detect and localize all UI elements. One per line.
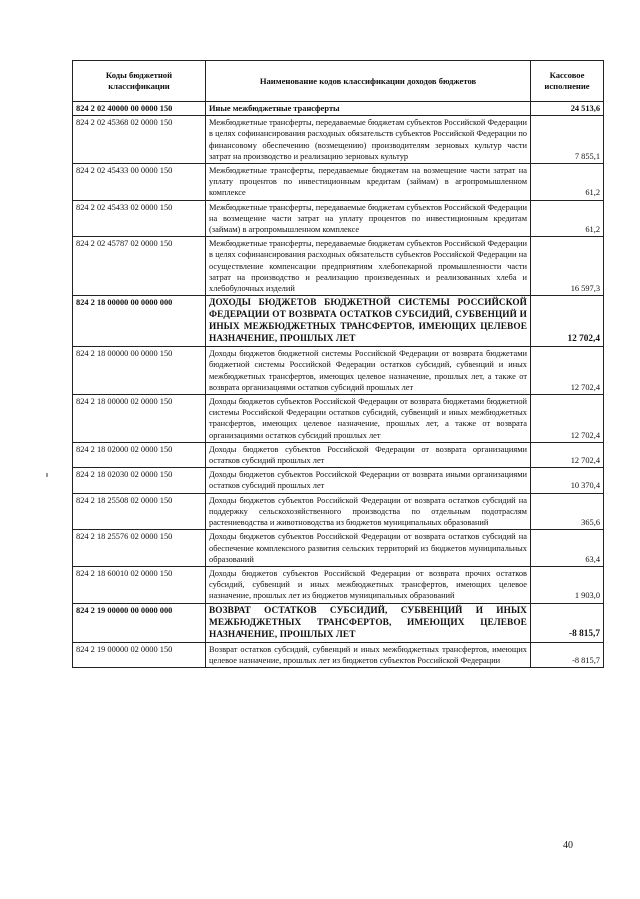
row-code: 824 2 02 45368 02 0000 150 <box>73 116 206 164</box>
table-row <box>73 237 604 296</box>
row-amount: 61,2 <box>531 164 604 201</box>
row-amount: 1 903,0 <box>531 566 604 603</box>
row-name: Доходы бюджетов бюджетной системы Российской Федерации от возврата бюджетами бюджетной системы Российской Федерации остатков субсидий, субвенций и иных межбюджетных трансфертов, имеющих целевое назначение, прошлых лет, а также от возврата организациями остатков субсидий прошлых лет <box>206 347 531 395</box>
row-amount: 12 702,4 <box>531 442 604 467</box>
row-name: Возврат остатков субсидий, субвенций и иных межбюджетных трансфертов, имеющих целевое назначение, прошлых лет из бюджетов субъектов Российской Федерации <box>206 642 531 667</box>
row-name: Межбюджетные трансферты, передаваемые бюджетам субъектов Российской Федерации в целях софинансирования расходных обязательств субъектов Российской Федерации по финансовому обеспечению (возмещению) производителям зерновых культур части затрат на производство и реализацию зерновых культур <box>206 116 531 164</box>
row-name: Межбюджетные трансферты, передаваемые бюджетам субъектов Российской Федерации на возмещение части затрат на уплату процентов по инвестиционным кредитам (займам) в агропромышленном комплексе <box>206 200 531 237</box>
row-code: 824 2 19 00000 00 0000 000 <box>73 603 206 642</box>
table-row <box>73 642 604 667</box>
row-code: 824 2 18 60010 02 0000 150 <box>73 566 206 603</box>
row-amount: 12 702,4 <box>531 395 604 443</box>
table-row <box>73 493 604 530</box>
row-amount: 16 597,3 <box>531 237 604 296</box>
table-row <box>73 468 604 493</box>
table-row <box>73 296 604 347</box>
scan-speck <box>46 473 48 477</box>
header-codes: Коды бюджетной классификации <box>73 61 206 102</box>
row-code: 824 2 02 40000 00 0000 150 <box>73 102 206 116</box>
row-amount: -8 815,7 <box>531 642 604 667</box>
table-row <box>73 200 604 237</box>
row-name: Доходы бюджетов субъектов Российской Федерации от возврата остатков субсидий на обеспечение комплексного развития сельских территорий из бюджетов муниципальных образований <box>206 530 531 567</box>
row-name: Межбюджетные трансферты, передаваемые бюджетам на возмещение части затрат на уплату процентов по инвестиционным кредитам (займам) в агропромышленном комплексе <box>206 164 531 201</box>
table-row <box>73 164 604 201</box>
table-row <box>73 442 604 467</box>
table-row <box>73 102 604 116</box>
row-code: 824 2 18 00000 02 0000 150 <box>73 395 206 443</box>
table-row <box>73 395 604 443</box>
row-code: 824 2 02 45433 02 0000 150 <box>73 200 206 237</box>
row-code: 824 2 18 00000 00 0000 000 <box>73 296 206 347</box>
row-code: 824 2 02 45787 02 0000 150 <box>73 237 206 296</box>
row-name: Доходы бюджетов субъектов Российской Федерации от возврата иными организациями остатков субсидий прошлых лет <box>206 468 531 493</box>
row-code: 824 2 18 00000 00 0000 150 <box>73 347 206 395</box>
row-name: Доходы бюджетов субъектов Российской Федерации от возврата остатков субсидий на поддержку сельскохозяйственного производства по отдельным подотраслям растениеводства и животноводства из бюджетов муниципальных образований <box>206 493 531 530</box>
row-code: 824 2 18 25508 02 0000 150 <box>73 493 206 530</box>
row-code: 824 2 19 00000 02 0000 150 <box>73 642 206 667</box>
row-amount: 12 702,4 <box>531 347 604 395</box>
page-number: 40 <box>563 840 573 851</box>
row-amount: 12 702,4 <box>531 296 604 347</box>
row-name: Иные межбюджетные трансферты <box>206 102 531 116</box>
row-amount: 10 370,4 <box>531 468 604 493</box>
table-row <box>73 530 604 567</box>
row-code: 824 2 02 45433 00 0000 150 <box>73 164 206 201</box>
row-code: 824 2 18 25576 02 0000 150 <box>73 530 206 567</box>
table-row <box>73 603 604 642</box>
row-code: 824 2 18 02030 02 0000 150 <box>73 468 206 493</box>
row-amount: 61,2 <box>531 200 604 237</box>
budget-revenue-table-container <box>72 60 603 668</box>
row-name: Межбюджетные трансферты, передаваемые бюджетам субъектов Российской Федерации в целях софинансирования расходных обязательств субъектов Российской Федерации на осуществление компенсации предприятиям хлебопекарной промышленности части затрат на производство и реализацию произведенных и реализованных хлеба и хлебобулочных изделий <box>206 237 531 296</box>
row-amount: 24 513,6 <box>531 102 604 116</box>
table-header-row <box>73 61 604 102</box>
row-name: ДОХОДЫ БЮДЖЕТОВ БЮДЖЕТНОЙ СИСТЕМЫ РОССИЙСКОЙ ФЕДЕРАЦИИ ОТ ВОЗВРАТА ОСТАТКОВ СУБСИДИЙ, СУБВЕНЦИЙ И ИНЫХ МЕЖБЮДЖЕТНЫХ ТРАНСФЕРТОВ, ИМЕЮЩИХ ЦЕЛЕВОЕ НАЗНАЧЕНИЕ, ПРОШЛЫХ ЛЕТ <box>206 296 531 347</box>
row-amount: 7 855,1 <box>531 116 604 164</box>
row-amount: -8 815,7 <box>531 603 604 642</box>
row-amount: 63,4 <box>531 530 604 567</box>
budget-revenue-table <box>72 60 604 668</box>
row-code: 824 2 18 02000 02 0000 150 <box>73 442 206 467</box>
row-name: Доходы бюджетов субъектов Российской Федерации от возврата прочих остатков субсидий, субвенций и иных межбюджетных трансфертов, имеющих целевое назначение, прошлых лет из бюджетов муниципальных образований <box>206 566 531 603</box>
row-name: Доходы бюджетов субъектов Российской Федерации от возврата бюджетами бюджетной системы Российской Федерации остатков субсидий, субвенций и иных межбюджетных трансфертов, имеющих целевое назначение, прошлых лет, а также от возврата организациями остатков субсидий прошлых лет <box>206 395 531 443</box>
table-row <box>73 116 604 164</box>
table-row <box>73 566 604 603</box>
row-amount: 365,6 <box>531 493 604 530</box>
header-names: Наименование кодов классификации доходов бюджетов <box>206 61 531 102</box>
table-row <box>73 347 604 395</box>
row-name: Доходы бюджетов субъектов Российской Федерации от возврата организациями остатков субсидий прошлых лет <box>206 442 531 467</box>
row-name: ВОЗВРАТ ОСТАТКОВ СУБСИДИЙ, СУБВЕНЦИЙ И ИНЫХ МЕЖБЮДЖЕТНЫХ ТРАНСФЕРТОВ, ИМЕЮЩИХ ЦЕЛЕВОЕ НАЗНАЧЕНИЕ, ПРОШЛЫХ ЛЕТ <box>206 603 531 642</box>
header-amount: Кассовое исполнение <box>531 61 604 102</box>
